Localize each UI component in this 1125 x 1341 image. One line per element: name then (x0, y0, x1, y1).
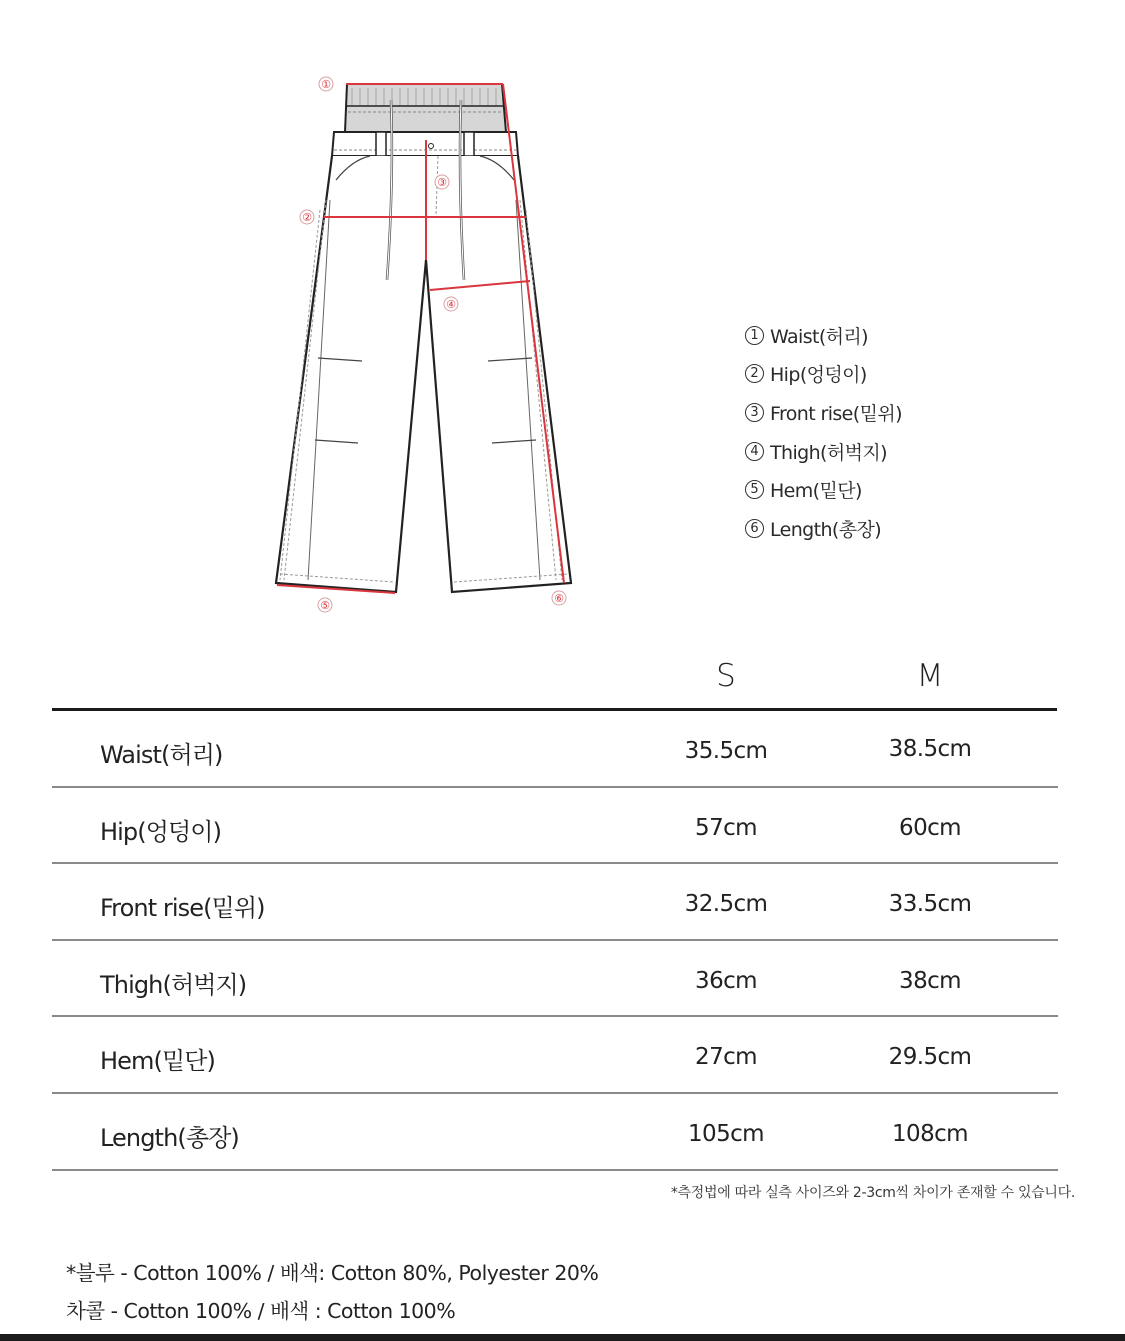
bottom-bar (0, 1334, 1125, 1341)
number-4-icon: 4 (745, 442, 764, 461)
legend-label: Front rise(밑위) (770, 402, 902, 425)
number-5-icon: 5 (745, 480, 764, 499)
table-row-front-rise (52, 864, 1058, 941)
legend-label: Waist(허리) (770, 325, 868, 348)
value-s: 32.5cm (684, 891, 768, 918)
pants-measurement-diagram (260, 60, 600, 630)
table-row-waist (52, 711, 1058, 788)
measurement-note: *측정법에 따라 실측 사이즈와 2-3cm씩 차이가 존재할 수 있습니다. (670, 1185, 1075, 1201)
marker-5: ⑤ (320, 599, 330, 612)
value-m: 38cm (899, 967, 961, 994)
value-s: 105cm (688, 1121, 764, 1147)
legend-item-thigh (745, 432, 902, 471)
row-label: Length(총장) (100, 1124, 239, 1152)
value-m: 38.5cm (888, 736, 972, 762)
value-m: 108cm (892, 1121, 968, 1147)
value-s: 57cm (695, 814, 757, 841)
value-s: 27cm (695, 1044, 757, 1071)
marker-4: ④ (446, 298, 456, 311)
value-m: 29.5cm (888, 1044, 972, 1071)
legend-item-waist (745, 316, 902, 355)
row-label: Waist(허리) (100, 741, 223, 769)
legend-item-hip (745, 355, 902, 394)
table-row-hem (52, 1017, 1058, 1094)
legend-label: Thigh(허벅지) (770, 441, 887, 464)
number-1-icon: 1 (745, 326, 764, 345)
row-divider (52, 1169, 1058, 1171)
row-label: Hip(엉덩이) (100, 817, 222, 846)
legend-item-front-rise (745, 393, 902, 432)
fabric-info-blue: *블루 - Cotton 100% / 배색: Cotton 80%, Polyester 20% (66, 1261, 599, 1285)
table-row-length (52, 1094, 1058, 1171)
row-label: Front rise(밑위) (100, 894, 265, 923)
value-s: 36cm (695, 967, 757, 994)
table-row-thigh (52, 941, 1058, 1018)
value-s: 35.5cm (684, 738, 768, 764)
marker-2: ② (302, 211, 312, 224)
legend-item-hem (745, 470, 902, 509)
table-row-hip (52, 788, 1058, 865)
legend-label: Length(총장) (770, 518, 882, 541)
measurement-legend (745, 316, 902, 548)
marker-3: ③ (437, 176, 447, 189)
number-2-icon: 2 (745, 364, 764, 383)
row-label: Thigh(허벅지) (100, 970, 247, 999)
fabric-info-charcoal: 차콜 - Cotton 100% / 배색 : Cotton 100% (66, 1299, 456, 1323)
number-6-icon: 6 (745, 519, 764, 538)
legend-label: Hip(엉덩이) (770, 364, 867, 387)
legend-label: Hem(밑단) (770, 480, 862, 503)
value-m: 60cm (899, 814, 961, 841)
size-column-s: S (716, 658, 736, 694)
row-label: Hem(밑단) (100, 1047, 215, 1076)
legend-item-length (745, 509, 902, 548)
size-column-m: M (916, 658, 944, 694)
number-3-icon: 3 (745, 403, 764, 422)
value-m: 33.5cm (888, 891, 972, 918)
marker-1: ① (321, 78, 331, 91)
marker-6: ⑥ (554, 592, 564, 605)
